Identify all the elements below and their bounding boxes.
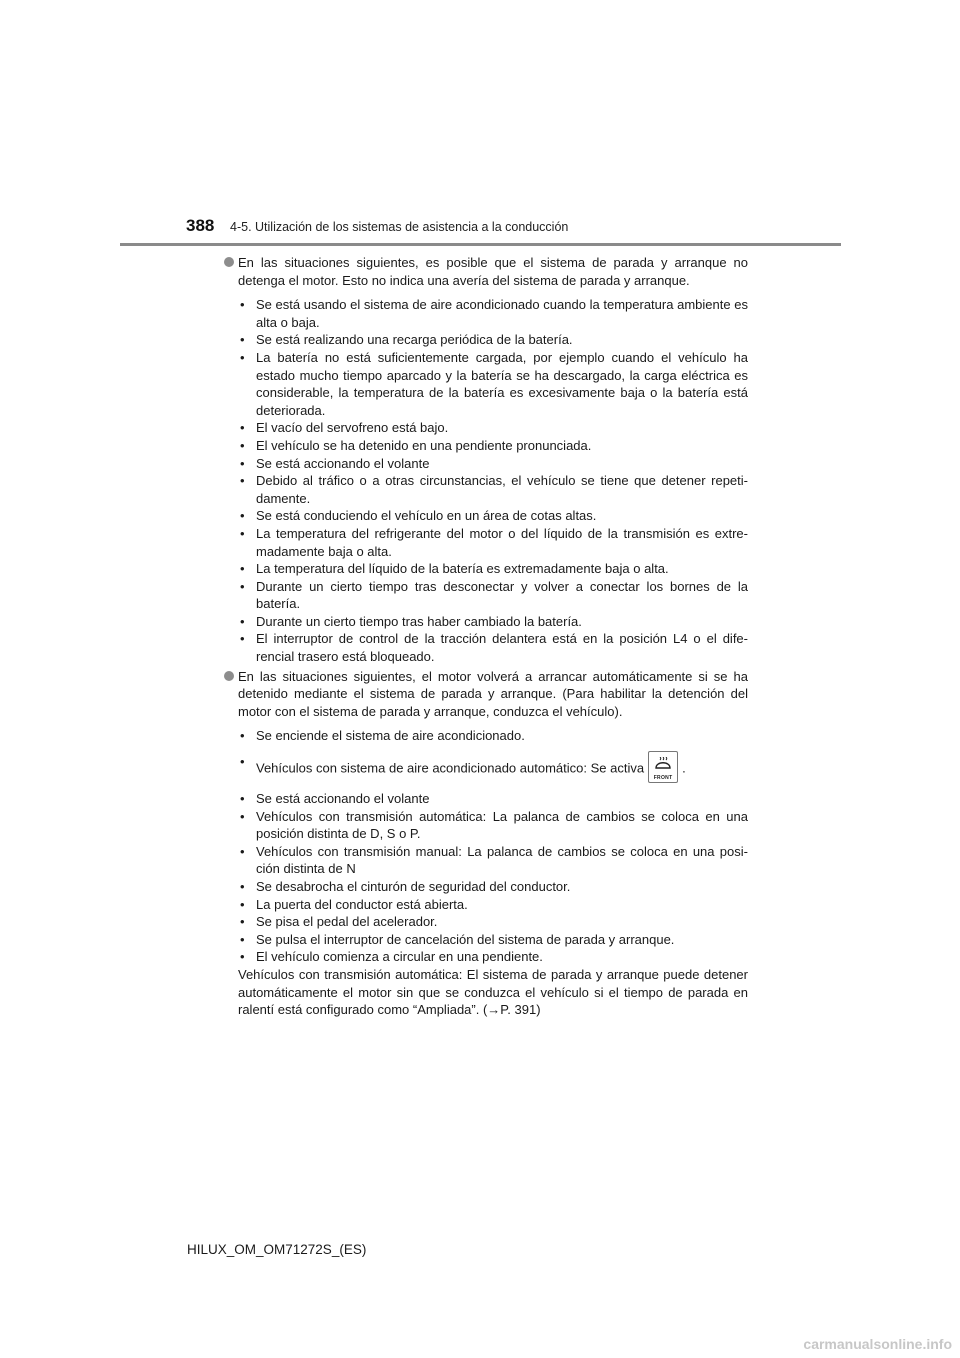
paragraph-no-stop xyxy=(224,254,748,289)
watermark: carmanualsonline.info xyxy=(803,1336,952,1352)
list-item: • Vehículos con transmisión manual: La palanca de cambios se coloca en una posi-ción distinta de N xyxy=(240,843,748,877)
no-stop-conditions-list xyxy=(224,296,748,665)
list-item: • Se está realizando una recarga periódica de la batería. xyxy=(240,332,573,348)
list-item: • Debido al tráfico o a otras circunstancias, el vehículo se tiene que detener repeti-damente. xyxy=(240,473,748,506)
restart-conditions-list xyxy=(224,727,748,966)
list-item: • El vacío del servofreno está bajo. xyxy=(240,420,449,436)
section-title: 4-5. Utilización de los sistemas de asistencia a la conducción xyxy=(230,220,569,234)
paragraph-text: En las situaciones siguientes, es posible que el sistema de parada y arranque no detenga el motor. Esto no indica una avería del sistema de parada y arranque. xyxy=(238,255,748,288)
list-item: • La puerta del conductor está abierta. xyxy=(240,896,468,912)
list-item: • Se está accionando el volante xyxy=(240,455,430,471)
list-item: • Se está usando el sistema de aire acondicionado cuando la temperatura ambiente es alta o baja. xyxy=(240,297,748,330)
list-item: • El interruptor de control de la tracción delantera está en la posición L4 o el dife-rencial trasero está bloqueado. xyxy=(240,631,748,665)
list-item: • La temperatura del refrigerante del motor o del líquido de la transmisión es extre-madamente baja o alta. xyxy=(240,525,748,559)
list-item: • Se desabrocha el cinturón de seguridad del conductor. xyxy=(240,879,571,894)
list-item: • Se pulsa el interruptor de cancelación del sistema de parada y arranque. xyxy=(240,931,675,947)
list-item: • Se está accionando el volante xyxy=(240,791,430,807)
list-item: • El vehículo comienza a circular en una pendiente. xyxy=(240,949,543,965)
circle-bullet-icon xyxy=(224,671,234,681)
page-content xyxy=(224,254,748,1019)
list-item: • Se enciende el sistema de aire acondicionado. xyxy=(240,728,525,744)
list-item: • Durante un cierto tiempo tras desconectar y volver a conectar los bornes de la batería. xyxy=(240,578,748,612)
list-item: • Durante un cierto tiempo tras haber cambiado la batería. xyxy=(240,613,582,629)
list-item: • El vehículo se ha detenido en una pendiente pronunciada. xyxy=(240,437,592,453)
list-item: • La temperatura del líquido de la batería es extremadamente baja o alta. xyxy=(240,561,669,577)
header-divider xyxy=(120,243,841,246)
paragraph-text: En las situaciones siguientes, el motor volverá a arrancar automáticamente si se ha detenido mediante el sistema de parada y arranque. (Para habilitar la detención del motor con el sistema de parada y arranque, conduzca el vehículo). xyxy=(238,668,748,719)
circle-bullet-icon xyxy=(224,257,234,267)
list-item: • Vehículos con transmisión automática: La palanca de cambios se coloca en una posición distinta de D, S o P. xyxy=(240,808,748,842)
paragraph-restart xyxy=(224,668,748,721)
list-item: • Se está conduciendo el vehículo en un área de cotas altas. xyxy=(240,508,597,524)
icon-label: FRONT xyxy=(653,775,673,782)
list-item: • La batería no está suficientemente cargada, por ejemplo cuando el vehículo ha estado mucho tiempo aparcado y la batería se ha descargado, la carga eléctrica es considerable, la temperatura de la batería es excesivamente baja o la batería está deteriorada. xyxy=(240,349,748,418)
front-defogger-icon xyxy=(648,751,678,783)
list-item-ac: • Vehículos con sistema de aire acondicionado automático: Se activa FRONT . xyxy=(238,753,748,785)
document-code: HILUX_OM_OM71272S_(ES) xyxy=(187,1242,367,1257)
list-item: • Se pisa el pedal del acelerador. xyxy=(240,914,438,930)
automatic-transmission-note: Vehículos con transmisión automática: El sistema de parada y arranque puede detener automáticamente el motor sin que se conduzca el vehículo si el tiempo de parada en ralentí está configurado como “Ampliada”. (→P. 391) xyxy=(238,966,748,1018)
page-number: 388 xyxy=(186,216,215,235)
